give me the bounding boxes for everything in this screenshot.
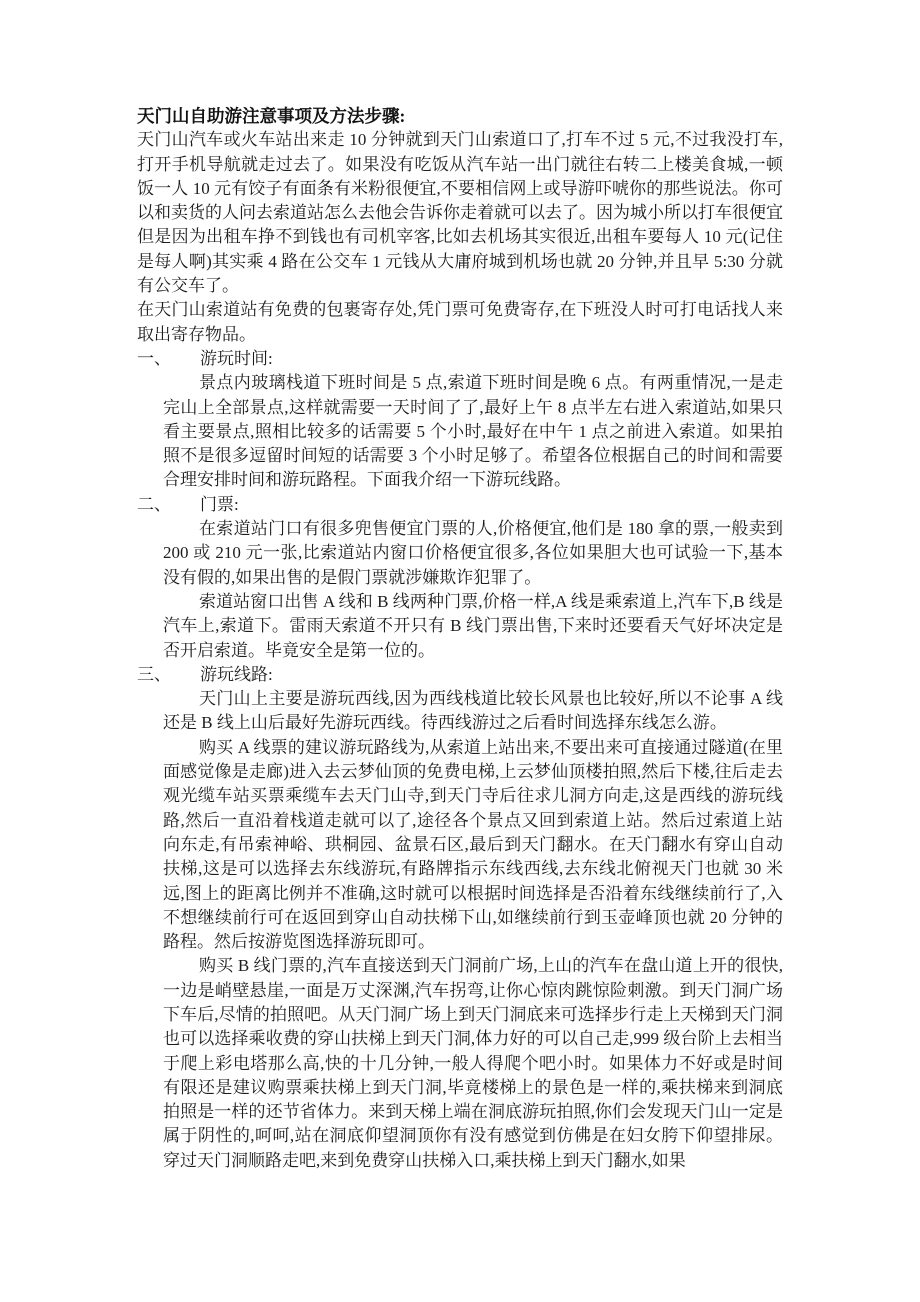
paragraph-ticket-lines-ab: 索道站窗口出售 A 线和 B 线两种门票,价格一样,A 线是乘索道上,汽车下,B 线是汽车上,索道下。雷雨天索道不开只有 B 线门票出售,下来时还要看天气好坏决定是否开启索道。毕竟安全是第一位的。 bbox=[163, 591, 783, 660]
paragraph-getting-there: 天门山汽车或火车站出来走 10 分钟就到天门山索道口了,打车不过 5 元,不过我没打车,打开手机导航就走过去了。如果没有吃饭从汽车站一出门就往右转二上楼美食城,一顿饭一人 10 元有饺子有面条有米粉很便宜,不要相信网上或导游吓唬你的那些说法。你可以和卖货的人问去索道站怎么去他会告诉你走着就可以去了。因为城小所以打车很便宜但是因为出租车挣不到钱也有司机宰客,比如去机场其实很近,出租车要每人 10 元(记住是每人啊)其实乘 4 路在公交车 1 元钱从大庸府城到机场也就 20 分钟,并且早 5:30 分就有公交车了。 bbox=[137, 130, 783, 296]
section-number: 三、 bbox=[137, 664, 171, 684]
paragraph-luggage-storage: 在天门山索道站有免费的包裹寄存处,凭门票可免费寄存,在下班没人时可打电话找人来取出寄存物品。 bbox=[137, 300, 783, 344]
paragraph-ticket-scalpers: 在索道站门口有很多兜售便宜门票的人,价格便宜,他们是 180 拿的票,一般卖到 200 或 210 元一张,比索道站内窗口价格便宜很多,各位如果胆大也可试验一下,基本没有假的,如果出售的是假门票就涉嫌欺诈犯罪了。 bbox=[163, 519, 783, 587]
section-heading-visit-time bbox=[137, 347, 783, 371]
section-number: 一、 bbox=[137, 348, 171, 368]
paragraph-line-a-route: 购买 A 线票的建议游玩路线为,从索道上站出来,不要出来可直接通过隧道(在里面感觉像是走廊)进入去云梦仙顶的免费电梯,上云梦仙顶楼拍照,然后下楼,往后走去观光缆车站买票乘缆车去天门山寺,到天门寺后往求儿洞方向走,这是西线的游玩线路,然后一直沿着栈道走就可以了,途径各个景点又回到索道上站。然后过索道上站向东走,有吊索神峪、珙桐园、盆景石区,最后到天门翻水。在天门翻水有穿山自动扶梯,这是可以选择去东线游玩,有路牌指示东线西线,去东线北俯视天门也就 30 米远,图上的距离比例并不准确,这时就可以根据时间选择是否沿着东线继续前行了,入不想继续前行可在返回到穿山自动扶梯下山,如继续前行到玉壶峰顶也就 20 分钟的路程。然后按游览图选择游玩即可。 bbox=[163, 737, 783, 952]
paragraph-west-line-first: 天门山上主要是游玩西线,因为西线栈道比较长风景也比较好,所以不论事 A 线还是 B 线上山后最好先游玩西线。待西线游过之后看时间选择东线怎么游。 bbox=[163, 689, 783, 733]
section-heading-routes bbox=[137, 663, 783, 687]
paragraph-visit-time-detail: 景点内玻璃栈道下班时间是 5 点,索道下班时间是晚 6 点。有两重情况,一是走完山上全部景点,这样就需要一天时间了了,最好上午 8 点半左右进入索道站,如果只看主要景点,照相比较多的话需要 5 个小时,最好在中午 1 点之前进入索道。如果拍照不是很多逗留时间短的话需要 3 个小时足够了。希望各位根据自己的时间和需要合理安排时间和游玩路程。下面我介绍一下游玩线路。 bbox=[163, 373, 783, 490]
section-number: 二、 bbox=[137, 494, 171, 514]
section-label: 游玩时间: bbox=[200, 348, 273, 368]
section-label: 游玩线路: bbox=[200, 664, 273, 684]
document-title: 天门山自助游注意事项及方法步骤: bbox=[137, 106, 406, 126]
section-label: 门票: bbox=[200, 494, 239, 514]
paragraph-line-b-route: 购买 B 线门票的,汽车直接送到天门洞前广场,上山的汽车在盘山道上开的很快,一边是峭壁悬崖,一面是万丈深渊,汽车拐弯,让你心惊肉跳惊险刺激。到天门洞广场下车后,尽情的拍照吧。从天门洞广场上到天门洞底来可选择步行走上天梯到天门洞也可以选择乘收费的穿山扶梯上到天门洞,体力好的可以自己走,999 级台阶上去相当于爬上彩电塔那么高,快的十几分钟,一般人得爬个吧小时。如果体力不好或是时间有限还是建议购票乘扶梯上到天门洞,毕竟楼梯上的景色是一样的,乘扶梯来到洞底拍照是一样的还节省体力。来到天梯上端在洞底游玩拍照,你们会发现天门山一定是属于阴性的,呵呵,站在洞底仰望洞顶你有没有感觉到仿佛是在妇女胯下仰望排尿。穿过天门洞顺路走吧,来到免费穿山扶梯入口,乘扶梯上到天门翻水,如果 bbox=[163, 956, 783, 1170]
section-heading-tickets bbox=[137, 493, 783, 517]
